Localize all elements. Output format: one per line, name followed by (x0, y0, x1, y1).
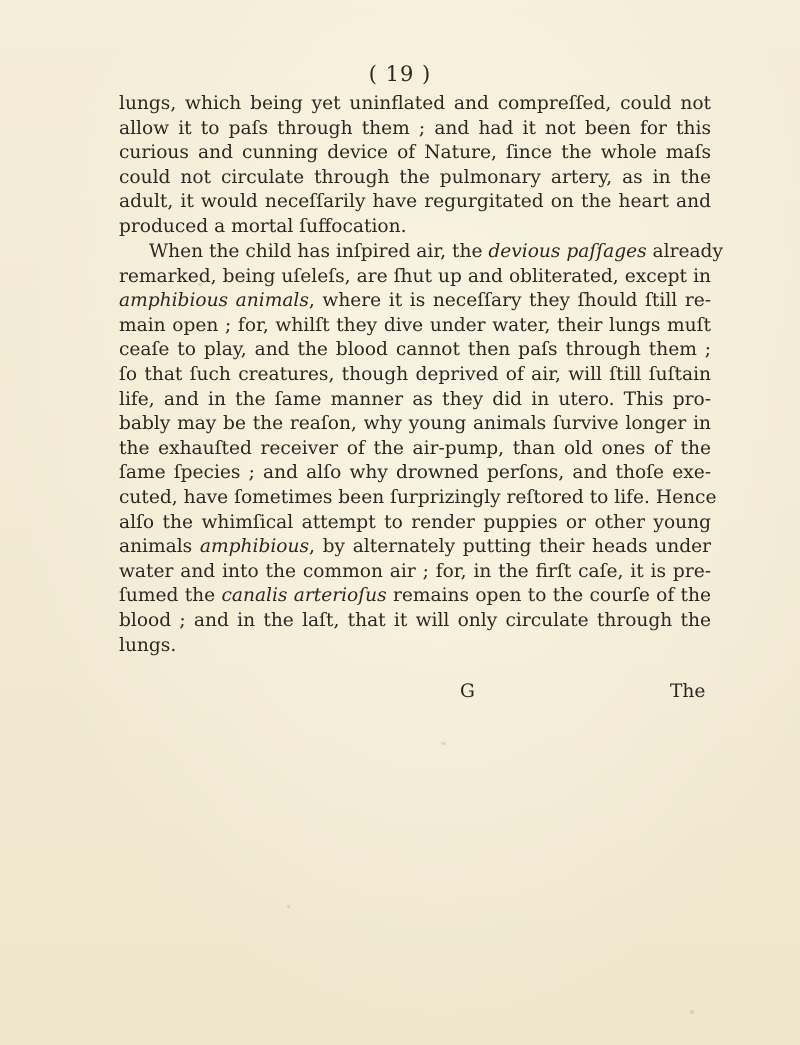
text-line (119, 535, 711, 560)
paper-speck (690, 1010, 694, 1014)
text-line: cuted, have ſometimes been ſurprizingly reſtored to life. Hence (119, 486, 717, 508)
text-line: the exhauſted receiver of the air-pump, than old ones of the (119, 437, 711, 459)
paragraph-2 (119, 240, 723, 658)
text-line: life, and in the ſame manner as they did in utero. This pro- (119, 388, 711, 410)
page-number: ( 19 ) (368, 62, 432, 86)
text-fragment: , where it is neceſſary they ſhould ſtill re- (308, 290, 711, 312)
text-line: lungs, which being yet uninflated and compreſſed, could not (119, 93, 711, 114)
italic-term: canalis arterioſus (221, 585, 387, 607)
text-line: produced a mortal ſuffocation. (119, 215, 407, 237)
text-line: blood ; and in the laſt, that it will only circulate through the (119, 609, 711, 631)
text-fragment: remains open to the courſe of the (386, 585, 711, 607)
text-line: main open ; for, whilſt they dive under water, their lungs muſt (119, 314, 711, 336)
text-line: adult, it would neceſſarily have regurgitated on the heart and (119, 191, 711, 213)
text-line: curious and cunning device of Nature, ſince the whole maſs (119, 142, 711, 164)
paragraph-1 (119, 92, 711, 240)
paper-speck (441, 742, 446, 745)
text-line: lungs. (119, 634, 177, 656)
text-line: ſo that ſuch creatures, though deprived of air, will ſtill ſuſtain (119, 363, 711, 385)
text-line: water and into the common air ; for, in the firſt caſe, it is pre- (119, 560, 711, 582)
text-fragment: , by alternately putting their heads under (309, 536, 711, 558)
signature-mark: G (460, 681, 475, 702)
text-fragment: When the child has inſpired air, the (149, 241, 489, 262)
page-footer (0, 681, 800, 707)
text-fragment: already (646, 241, 723, 262)
text-line: could not circulate through the pulmonary artery, as in the (119, 166, 711, 188)
text-line (119, 289, 711, 314)
text-line: ſame ſpecies ; and alſo why drowned perſons, and thoſe exe- (119, 462, 711, 484)
text-line: alſo the whimſical attempt to render puppies or other young (119, 511, 711, 533)
text-line (119, 240, 723, 265)
italic-term: amphibious (199, 536, 310, 558)
text-line: remarked, being uſeleſs, are ſhut up and obliterated, except in (119, 265, 711, 287)
italic-term: amphibious animals (119, 290, 309, 312)
text-fragment: animals (119, 536, 200, 558)
text-line: ceaſe to play, and the blood cannot then paſs through them ; (119, 339, 711, 361)
text-line (119, 584, 711, 609)
paper-speck (287, 905, 290, 908)
paper-speck (198, 283, 202, 286)
paper-speck (612, 120, 615, 123)
italic-term: devious paſſages (488, 241, 647, 262)
text-fragment: ſumed the (119, 585, 222, 607)
catchword: The (670, 681, 706, 702)
text-line: allow it to paſs through them ; and had it not been for this (119, 117, 711, 139)
text-line: bably may be the reaſon, why young animals ſurvive longer in (119, 413, 711, 435)
